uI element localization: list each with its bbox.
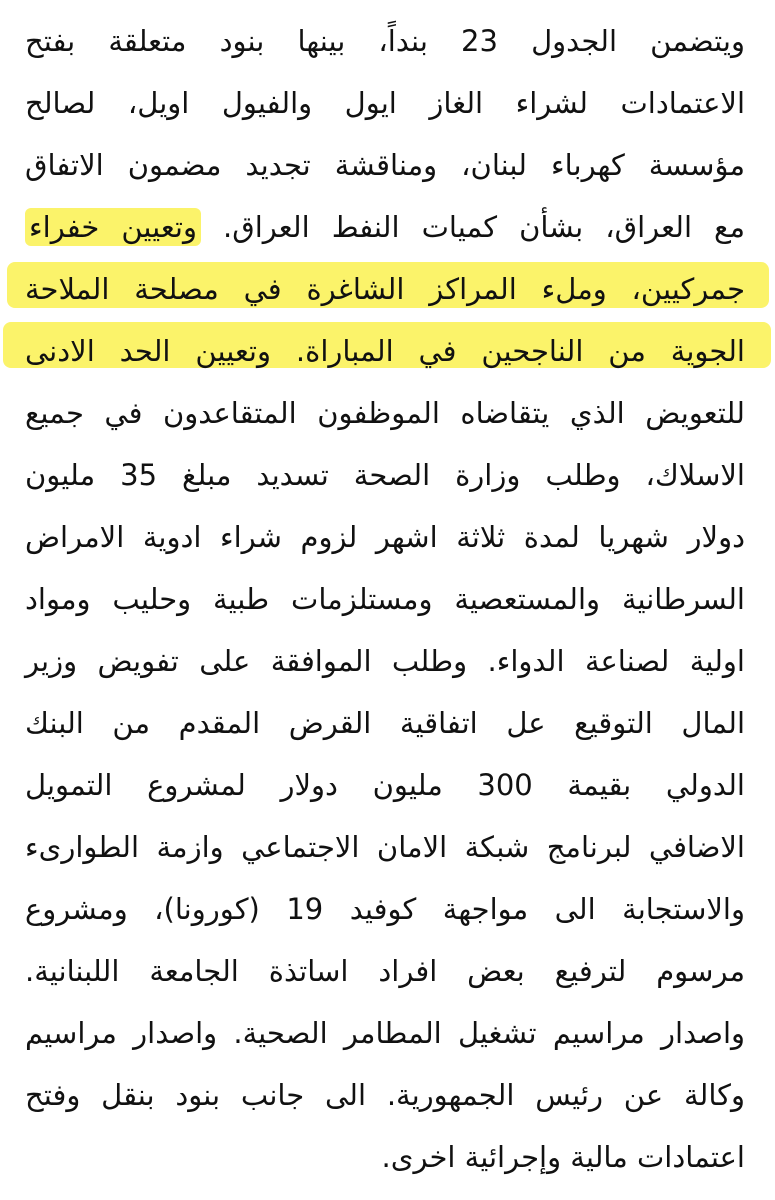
article-line-text: مع العراق، بشأن كميات النفط العراق. [223, 210, 746, 244]
article-line: الاضافي لبرنامج شبكة الامان الاجتماعي وازمة الطوارىء [25, 830, 745, 864]
article-line: الدولي بقيمة 300 مليون دولار لمشروع التمويل [25, 768, 745, 802]
article-line: السرطانية والمستعصية ومستلزمات طبية وحليب ومواد [25, 582, 745, 616]
article-line: الاسلاك، وطلب وزارة الصحة تسديد مبلغ 35 مليون [25, 458, 745, 492]
article-line: مرسوم لترفيع بعض افراد اساتذة الجامعة اللبنانية. [25, 954, 745, 988]
article-line-highlighted: جمركيين، وملء المراكز الشاغرة في مصلحة الملاحة [25, 272, 745, 306]
highlighted-phrase: وتعيين خفراء [25, 208, 201, 246]
article-line: مؤسسة كهرباء لبنان، ومناقشة تجديد مضمون الاتفاق [25, 148, 745, 182]
article-line: المال التوقيع عل اتفاقية القرض المقدم من البنك [25, 706, 745, 740]
article-line: ويتضمن الجدول 23 بنداً، بينها بنود متعلقة بفتح [25, 24, 745, 58]
article-line-with-highlight [25, 196, 745, 258]
article-line: اولية لصناعة الدواء. وطلب الموافقة على تفويض وزير [25, 644, 745, 678]
article-line-highlighted: الجوية من الناجحين في المباراة. وتعيين الحد الادنى [25, 334, 745, 368]
article-line: للتعويض الذي يتقاضاه الموظفون المتقاعدون في جميع [25, 396, 745, 430]
article-line: دولار شهريا لمدة ثلاثة اشهر لزوم شراء ادوية الامراض [25, 520, 745, 554]
article-line: الاعتمادات لشراء الغاز ايول والفيول اويل، لصالح [25, 86, 745, 120]
article-line-final: اعتمادات مالية وإجرائية اخرى. [381, 1140, 745, 1174]
article-line: والاستجابة الى مواجهة كوفيد 19 (كورونا)، ومشروع [25, 892, 745, 926]
article-line: وكالة عن رئيس الجمهورية. الى جانب بنود بنقل وفتح [25, 1078, 745, 1112]
article-line: واصدار مراسيم تشغيل المطامر الصحية. واصدار مراسيم [25, 1016, 745, 1050]
